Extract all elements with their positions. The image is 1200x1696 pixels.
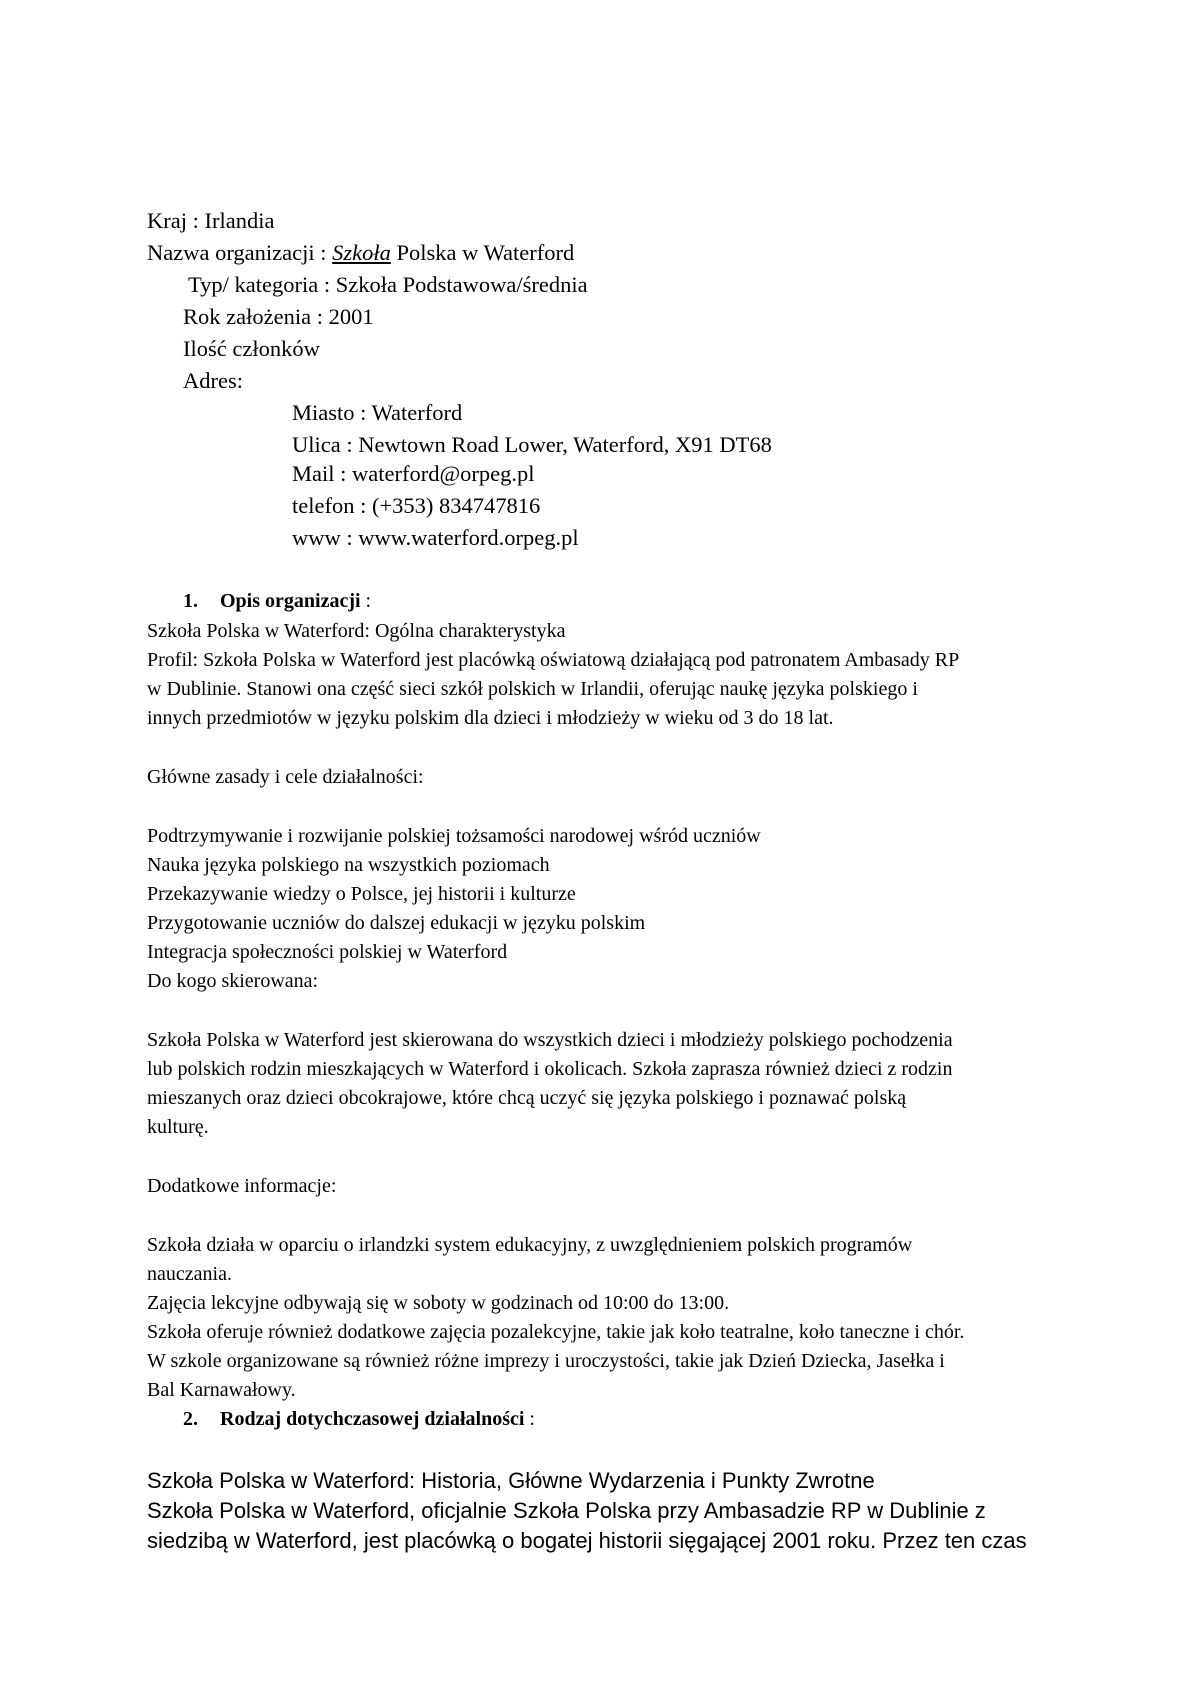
- section2-heading-line: [220, 1408, 535, 1431]
- s1-line: Zajęcia lekcyjne odbywają się w soboty w godzinach od 10:00 do 13:00.: [147, 1292, 730, 1314]
- founded-line: Rok założenia : 2001: [183, 304, 374, 329]
- s1-line: kulturę.: [147, 1116, 209, 1138]
- s2-line: Szkoła Polska w Waterford: Historia, Główne Wydarzenia i Punkty Zwrotne: [147, 1468, 875, 1493]
- s1-subheading: Do kogo skierowana:: [147, 970, 319, 992]
- s1-line: W szkole organizowane są również różne imprezy i uroczystości, takie jak Dzień Dziecka, Jasełka i: [147, 1350, 945, 1372]
- s1-line: Szkoła Polska w Waterford: Ogólna charakterystyka: [147, 620, 566, 642]
- s1-line: mieszanych oraz dzieci obcokrajowe, które chcą uczyć się języka polskiego i poznawać polską: [147, 1087, 907, 1109]
- section2-number: 2.: [183, 1408, 198, 1430]
- s1-line: nauczania.: [147, 1263, 232, 1285]
- org-name-line: [147, 240, 574, 266]
- country-line: Kraj : Irlandia: [147, 208, 275, 233]
- section1-heading-line: [220, 590, 371, 613]
- section1-colon: :: [360, 590, 372, 612]
- s1-list-item: Przygotowanie uczniów do dalszej edukacji w języku polskim: [147, 912, 646, 934]
- s1-line: Szkoła działa w oparciu o irlandzki system edukacyjny, z uwzględnieniem polskich programów: [147, 1234, 913, 1256]
- s1-line: Profil: Szkoła Polska w Waterford jest placówką oświatową działającą pod patronatem Ambasady RP: [147, 649, 960, 671]
- address-www: www : www.waterford.orpeg.pl: [292, 525, 579, 550]
- s1-line: Bal Karnawałowy.: [147, 1379, 296, 1401]
- section2-colon: :: [524, 1408, 535, 1430]
- section2-heading: Rodzaj dotychczasowej działalności: [220, 1408, 525, 1430]
- org-name-prefix: Nazwa organizacji :: [147, 240, 333, 265]
- s2-line: siedzibą w Waterford, jest placówką o bogatej historii sięgającej 2001 roku. Przez ten czas: [147, 1528, 1027, 1553]
- section1-heading: Opis organizacji: [220, 590, 361, 612]
- org-name-link[interactable]: Szkoła: [332, 240, 391, 265]
- s1-list-item: Nauka języka polskiego na wszystkich poziomach: [147, 854, 550, 876]
- s2-line: Szkoła Polska w Waterford, oficjalnie Szkoła Polska przy Ambasadzie RP w Dublinie z: [147, 1498, 986, 1523]
- s1-line: Szkoła oferuje również dodatkowe zajęcia pozalekcyjne, takie jak koło teatralne, koło taneczne i chór.: [147, 1321, 965, 1343]
- s1-line: innych przedmiotów w języku polskim dla dzieci i młodzieży w wieku od 3 do 18 lat.: [147, 707, 834, 729]
- s1-line: w Dublinie. Stanowi ona część sieci szkół polskich w Irlandii, oferując naukę języka polskiego i: [147, 678, 918, 700]
- address-mail: Mail : waterford@orpeg.pl: [292, 461, 535, 486]
- s1-subheading: Główne zasady i cele działalności:: [147, 766, 424, 788]
- s1-list-item: Przekazywanie wiedzy o Polsce, jej historii i kulturze: [147, 883, 576, 905]
- address-label: Adres:: [183, 368, 243, 393]
- section1-number: 1.: [183, 590, 198, 612]
- org-name-suffix: Polska w Waterford: [390, 240, 575, 265]
- type-line: Typ/ kategoria : Szkoła Podstawowa/średnia: [188, 272, 588, 297]
- address-phone: telefon : (+353) 834747816: [292, 493, 541, 518]
- members-line: Ilość członków: [183, 336, 320, 361]
- s1-line: Szkoła Polska w Waterford jest skierowana do wszystkich dzieci i młodzieży polskiego pochodzenia: [147, 1029, 953, 1051]
- address-street: Ulica : Newtown Road Lower, Waterford, X91 DT68: [292, 432, 772, 457]
- s1-subheading: Dodatkowe informacje:: [147, 1175, 337, 1197]
- s1-list-item: Integracja społeczności polskiej w Waterford: [147, 941, 508, 963]
- address-city: Miasto : Waterford: [292, 400, 463, 425]
- s1-list-item: Podtrzymywanie i rozwijanie polskiej tożsamości narodowej wśród uczniów: [147, 825, 761, 847]
- s1-line: lub polskich rodzin mieszkających w Waterford i okolicach. Szkoła zaprasza również dzieci z rodzin: [147, 1058, 953, 1080]
